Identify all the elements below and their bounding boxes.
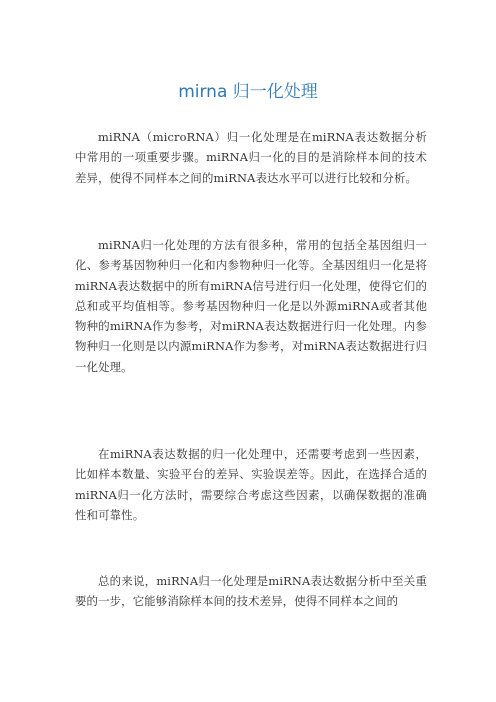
document-title: mirna 归一化处理 [178, 82, 318, 102]
paragraph-intro: miRNA（microRNA）归一化处理是在miRNA表达数据分析中常用的一项重要步骤。miRNA归一化的目的是消除样本间的技术差异，使得不同样本之间的miRNA表达水平可以进行比较和分析。 [75, 130, 427, 185]
paragraph-methods: miRNA归一化处理的方法有很多种，常用的包括全基因组归一化、参考基因物种归一化和内参物种归一化等。全基因组归一化是将miRNA表达数据中的所有miRNA信号进行归一化处理，使得它们的总和或平均值相等。参考基因物种归一化是以外源miRNA或者其他物种的miRNA作为参考，对miRNA表达数据进行归一化处理。内参物种归一化则是以内源miRNA作为参考，对miRNA表达数据进行归一化处理。 [75, 238, 427, 374]
paragraph-summary: 总的来说，miRNA归一化处理是miRNA表达数据分析中至关重要的一步，它能够消除样本间的技术差异，使得不同样本之间的 [75, 574, 427, 609]
paragraph-factors: 在miRNA表达数据的归一化处理中，还需要考虑到一些因素，比如样本数量、实验平台的差异、实验误差等。因此，在选择合适的miRNA归一化方法时，需要综合考虑这些因素，以确保数据的准确性和可靠性。 [75, 447, 427, 522]
